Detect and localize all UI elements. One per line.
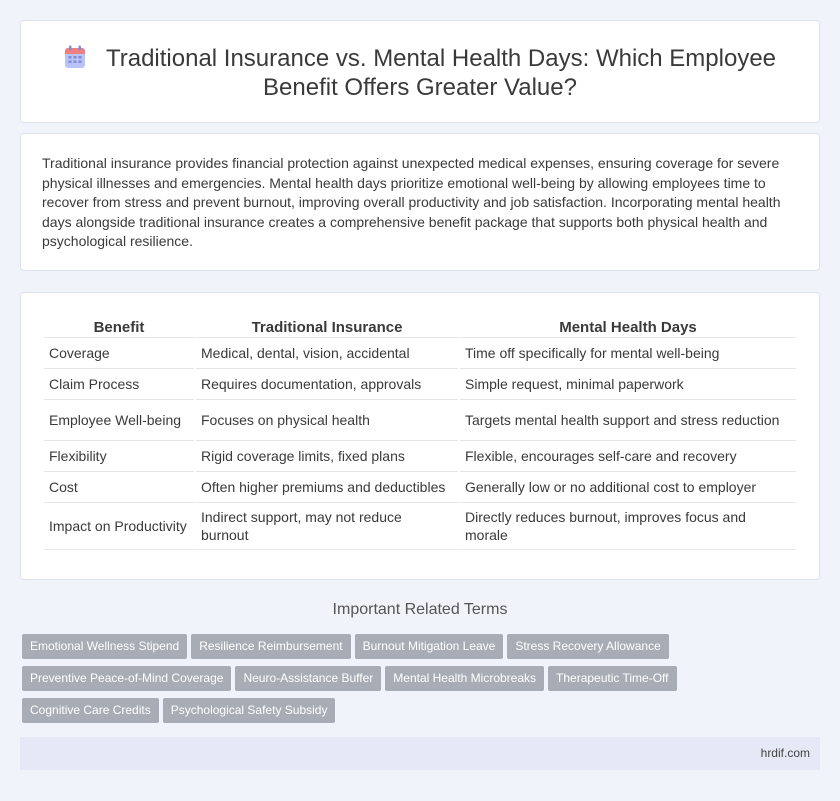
intro-card — [20, 133, 820, 271]
column-header-traditional-insurance: Traditional Insurance — [196, 317, 458, 338]
table-cell-mental-health: Generally low or no additional cost to employer — [460, 472, 796, 503]
table-cell-mental-health: Flexible, encourages self-care and recovery — [460, 441, 796, 472]
term-tag[interactable]: Cognitive Care Credits — [22, 698, 159, 723]
table-cell-traditional: Requires documentation, approvals — [196, 369, 458, 400]
page-title-text: Traditional Insurance vs. Mental Health Days: Which Employee Benefit Offers Greater Value? — [105, 45, 777, 101]
table-row — [44, 400, 796, 441]
related-terms-list — [22, 634, 802, 730]
table-cell-mental-health: Directly reduces burnout, improves focus and morale — [460, 503, 796, 550]
term-tag[interactable]: Stress Recovery Allowance — [507, 634, 668, 659]
term-tag[interactable]: Psychological Safety Subsidy — [163, 698, 336, 723]
table-cell-traditional: Medical, dental, vision, accidental — [196, 338, 458, 369]
table-header-row — [44, 317, 796, 338]
table-row — [44, 472, 796, 503]
footer — [20, 737, 820, 770]
table-row — [44, 369, 796, 400]
footer-site-link[interactable]: hrdif.com — [760, 746, 810, 760]
column-header-mental-health-days: Mental Health Days — [460, 317, 796, 338]
tag-row — [22, 634, 802, 666]
term-tag[interactable]: Emotional Wellness Stipend — [22, 634, 187, 659]
table-cell-benefit: Claim Process — [44, 369, 194, 400]
term-tag[interactable]: Burnout Mitigation Leave — [355, 634, 504, 659]
term-tag[interactable]: Mental Health Microbreaks — [385, 666, 544, 691]
table-cell-benefit: Coverage — [44, 338, 194, 369]
table-cell-mental-health: Time off specifically for mental well-being — [460, 338, 796, 369]
table-cell-traditional: Often higher premiums and deductibles — [196, 472, 458, 503]
calendar-icon — [64, 45, 86, 69]
term-tag[interactable]: Therapeutic Time-Off — [548, 666, 677, 691]
table-cell-benefit: Employee Well-being — [44, 400, 194, 441]
tag-row — [22, 698, 802, 730]
table-cell-mental-health: Targets mental health support and stress reduction — [460, 400, 796, 441]
table-row — [44, 503, 796, 550]
page-title — [61, 44, 779, 102]
table-cell-traditional: Indirect support, may not reduce burnout — [196, 503, 458, 550]
table-cell-benefit: Flexibility — [44, 441, 194, 472]
table-row — [44, 441, 796, 472]
table-cell-traditional: Rigid coverage limits, fixed plans — [196, 441, 458, 472]
comparison-card — [20, 292, 820, 580]
intro-paragraph: Traditional insurance provides financial protection against unexpected medical expenses, ensuring coverage for severe physical illnesses and emergencies. Mental health days prioritize emotional well-being by allowing employees time to recover from stress and prevent burnout, improving overall productivity and job satisfaction. Incorporating mental health days alongside traditional insurance creates a comprehensive benefit package that supports both physical health and psychological resilience. — [42, 155, 781, 249]
term-tag[interactable]: Preventive Peace-of-Mind Coverage — [22, 666, 231, 691]
comparison-table — [42, 317, 798, 550]
column-header-benefit: Benefit — [44, 317, 194, 338]
term-tag[interactable]: Resilience Reimbursement — [191, 634, 350, 659]
title-card — [20, 20, 820, 123]
related-terms-heading: Important Related Terms — [332, 601, 508, 618]
term-tag[interactable]: Neuro-Assistance Buffer — [235, 666, 381, 691]
table-cell-benefit: Impact on Productivity — [44, 503, 194, 550]
tag-row — [22, 666, 802, 698]
table-cell-benefit: Cost — [44, 472, 194, 503]
table-cell-mental-health: Simple request, minimal paperwork — [460, 369, 796, 400]
table-row — [44, 338, 796, 369]
table-cell-traditional: Focuses on physical health — [196, 400, 458, 441]
